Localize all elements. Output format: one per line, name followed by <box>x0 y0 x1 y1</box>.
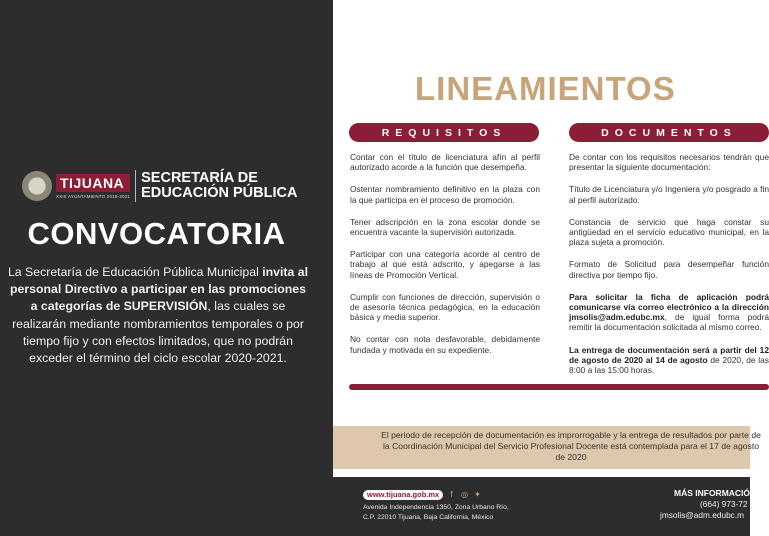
requisito-item: Ostentar nombramiento definitivo en la plaza con la que participa en el proceso de promoción. <box>350 184 540 205</box>
notice-band <box>333 426 761 469</box>
tijuana-wordmark <box>56 174 130 199</box>
invite-part-2: , las cuales se realizarán mediante nombramientos temporales o por tiempo fijo y con efectos limitados, que no podrán exceder el término del ciclo escolar 2020-2021. <box>12 299 304 366</box>
footer <box>333 477 757 536</box>
entrega-rest: de 2020, de las 8:00 a las 15:00 horas. <box>569 354 769 376</box>
invite-bold: invita al personal Directivo a participar en las promociones a categorías de SUPERVISIÓN <box>10 265 309 314</box>
ficha-bold: Para solicitar la ficha de aplicación podrá comunicarse vía correo electrónico a la dirección jmsolis@adm.edubc.mx <box>569 291 769 323</box>
secretaria-line-1: SECRETARÍA DE <box>141 170 258 186</box>
instagram-icon[interactable]: ◎ <box>461 490 468 499</box>
contact-email[interactable]: jmsolis@adm.edubc.m <box>660 510 745 520</box>
secretaria-line-2: EDUCACIÓN PÚBLICA <box>141 185 298 201</box>
secretaria-label <box>141 171 297 201</box>
documentos-pill: DOCUMENTOS <box>569 123 769 142</box>
requisito-item: Tener adscripción en la zona escolar donde se encuentra vacante la supervisión autorizada. <box>350 216 540 238</box>
lineamientos-heading: LINEAMIENTOS <box>415 70 676 107</box>
requisito-item: Contar con el título de licenciatura afín al perfil autorizado acorde a la función que desempeña. <box>350 152 540 173</box>
facebook-icon[interactable]: f <box>450 490 453 499</box>
convocatoria-title: CONVOCATORIA <box>27 216 286 251</box>
phone-number: (664) 973-72 <box>700 499 748 509</box>
requisitos-pill: REQUISITOS <box>349 123 539 142</box>
twitter-icon[interactable]: ✦ <box>474 490 481 499</box>
entrega-bold: La entrega de documentación será a partir del 12 de agosto de 2020 al 14 de agosto <box>569 344 769 365</box>
address-line-2: C.P. 22010 Tijuana, Baja California, México <box>363 514 494 521</box>
ficha-instructions <box>569 292 769 333</box>
notice-text: El periodo de recepción de documentación es improrrogable y la entrega de resultados por parte de la Coordinación Municipal del Servicio Profesional Docente está contemplada para el 17 de agosto de 2020 <box>381 430 761 462</box>
invitation-text <box>6 264 310 367</box>
section-divider <box>349 384 769 390</box>
tijuana-label: TIJUANA <box>56 174 130 192</box>
invite-part-1: La Secretaría de Educación Pública Municipal <box>7 265 263 279</box>
ficha-rest: , de igual forma podrá remitir la documentación solicitada al mismo correo. <box>569 312 769 333</box>
logo-divider <box>135 170 136 202</box>
address <box>363 503 563 523</box>
tijuana-crest-icon <box>22 171 52 201</box>
requisito-item: No contar con nota desfavorable, debidamente fundada y motivada en su expediente. <box>350 334 540 355</box>
documento-item: Constancia de servicio que haga constar su antigüedad en el servicio educativo municipal, en la plaza sujeta a promoción. <box>569 216 769 248</box>
left-panel <box>0 0 333 536</box>
documento-item: Formato de Solicitud para desempeñar función directiva por tiempo fijo. <box>569 259 769 280</box>
address-line-1: Avenida Independencia 1350, Zona Urbano Río, <box>363 504 509 511</box>
requisito-item: Participar con una categoría acorde al centro de trabajo al que está adscrito, y apegarse a las líneas de Promoción Vertical. <box>350 249 540 280</box>
requisitos-list <box>350 152 540 367</box>
government-logo <box>22 168 322 204</box>
right-panel <box>333 0 769 536</box>
more-info-label: MÁS INFORMACIÓN <box>674 488 757 498</box>
documentos-list <box>569 152 769 387</box>
documento-item: De contar con los requisitos necesarios tendrán que presentar la siguiente documentación: <box>569 152 769 173</box>
ayuntamiento-label: XXIII AYUNTAMIENTO 2019-2021 <box>56 193 131 199</box>
website-link[interactable]: www.tijuana.gob.mx <box>363 490 443 500</box>
entrega-dates <box>569 345 769 376</box>
documento-item: Título de Licenciatura y/o Ingeniera y/o posgrado a fin al perfil autorizado. <box>569 184 769 205</box>
requisito-item: Cumplir con funciones de dirección, supervisión o de asesoría técnica pedagógica, en la educación básica y media superior. <box>350 291 540 323</box>
